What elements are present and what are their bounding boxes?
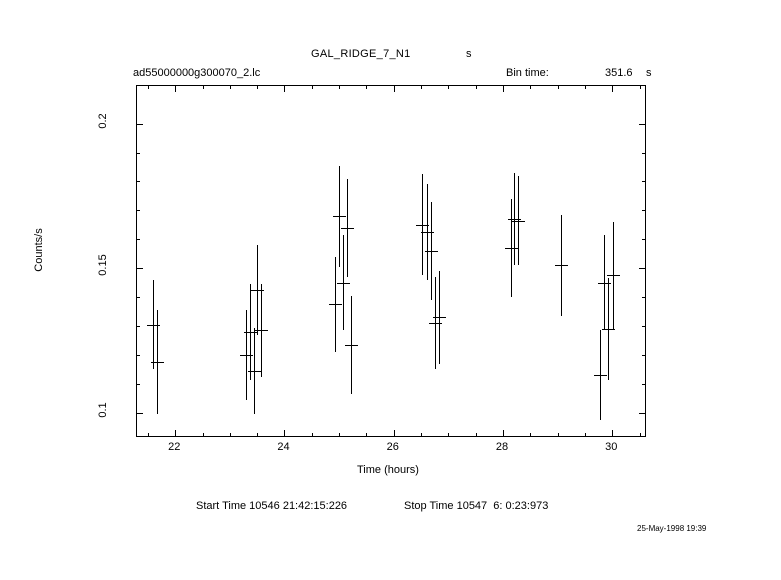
x-axis-minor-tick-top [640,86,641,89]
x-axis-tick-top [612,86,613,92]
data-point-marker [433,317,446,318]
y-axis-tick [137,268,143,269]
y-axis-tick [137,413,143,414]
x-axis-minor-tick-top [312,86,313,89]
y-axis-minor-tick [137,355,140,356]
x-axis-tick-label: 26 [386,441,399,453]
x-axis-minor-tick-top [421,86,422,89]
x-axis-minor-tick [148,433,149,436]
x-axis-tick-top [284,86,285,92]
y-axis-minor-tick-right [642,326,645,327]
x-axis-label: Time (hours) [357,464,419,476]
y-axis-minor-tick [137,326,140,327]
data-point-marker [255,330,268,331]
y-axis-minor-tick [137,210,140,211]
stop-time-text: Stop Time 10547 6: 0:23:973 [404,500,549,512]
bin-time-unit: s [646,67,652,79]
data-point-marker [594,375,607,376]
x-axis-tick-label: 22 [168,441,181,453]
y-axis-tick-label: 0.2 [97,112,109,129]
x-axis-minor-tick [366,433,367,436]
y-axis-minor-tick-right [642,384,645,385]
y-axis-minor-tick-right [642,297,645,298]
y-axis-tick-label: 0.15 [97,254,109,276]
y-axis-tick-right [639,268,645,269]
data-point-marker [425,251,438,252]
x-axis-tick [175,430,176,436]
data-point-marker [607,275,620,276]
y-axis-minor-tick [137,181,140,182]
x-axis-minor-tick [558,433,559,436]
x-axis-minor-tick-top [230,86,231,89]
x-axis-tick [612,430,613,436]
data-point-marker [341,228,354,229]
source-file-label: ad55000000g300070_2.lc [133,67,261,79]
data-point-marker [248,371,261,372]
x-axis-minor-tick [339,433,340,436]
y-axis-tick-label: 0.1 [97,402,109,418]
x-axis-minor-tick [230,433,231,436]
x-axis-tick-top [394,86,395,92]
y-axis-minor-tick [137,153,140,154]
x-axis-minor-tick-top [257,86,258,89]
x-axis-minor-tick-top [530,86,531,89]
y-axis-label: Counts/s [33,228,45,272]
x-axis-minor-tick-top [366,86,367,89]
x-axis-minor-tick-top [203,86,204,89]
x-axis-minor-tick [421,433,422,436]
x-axis-minor-tick-top [558,86,559,89]
y-axis-minor-tick-right [642,153,645,154]
data-point-marker [147,325,160,326]
y-axis-tick [137,124,143,125]
data-point-marker [429,323,442,324]
x-axis-tick-top [175,86,176,92]
x-axis-minor-tick-top [339,86,340,89]
data-point-marker [555,265,568,266]
x-axis-tick-label: 24 [277,441,290,453]
x-axis-minor-tick [585,433,586,436]
data-point-marker [508,219,521,220]
y-axis-minor-tick [137,384,140,385]
x-axis-minor-tick-top [448,86,449,89]
data-point-marker [337,283,350,284]
chart-title-unit: s [466,48,472,60]
start-time-text: Start Time 10546 21:42:15:226 [196,500,348,512]
y-axis-minor-tick-right [642,210,645,211]
x-axis-minor-tick-top [585,86,586,89]
plot-area [136,85,646,437]
y-axis-tick-right [639,413,645,414]
x-axis-tick [503,430,504,436]
data-point-marker [329,304,342,305]
chart-title: GAL_RIDGE_7_N1 [311,48,411,60]
data-point-marker [244,332,257,333]
bin-time-value: 351.6 [605,67,633,79]
data-point-marker [505,248,518,249]
data-point-marker [345,345,358,346]
x-axis-minor-tick [203,433,204,436]
data-point-marker [333,216,346,217]
x-axis-tick-label: 28 [495,441,509,453]
y-axis-minor-tick-right [642,181,645,182]
data-point-marker [598,283,611,284]
data-point-marker [512,221,525,222]
y-axis-tick-right [639,124,645,125]
timestamp-text: 25-May-1998 19:39 [637,524,707,533]
y-axis-minor-tick-right [642,239,645,240]
data-point-marker [251,290,264,291]
x-axis-tick [394,430,395,436]
x-axis-minor-tick [312,433,313,436]
data-point-marker [602,329,615,330]
x-axis-minor-tick [640,433,641,436]
x-axis-minor-tick [448,433,449,436]
bin-time-label: Bin time: [506,67,549,79]
data-point-marker [151,362,164,363]
x-axis-minor-tick-top [148,86,149,89]
y-axis-minor-tick [137,297,140,298]
x-axis-minor-tick-top [476,86,477,89]
x-axis-tick [284,430,285,436]
x-axis-minor-tick [476,433,477,436]
x-axis-tick-top [503,86,504,92]
y-axis-minor-tick-right [642,355,645,356]
y-axis-minor-tick [137,239,140,240]
x-axis-minor-tick [530,433,531,436]
data-point-marker [421,232,434,233]
x-axis-minor-tick [257,433,258,436]
x-axis-tick-label: 30 [605,441,618,453]
data-point-marker [240,355,253,356]
